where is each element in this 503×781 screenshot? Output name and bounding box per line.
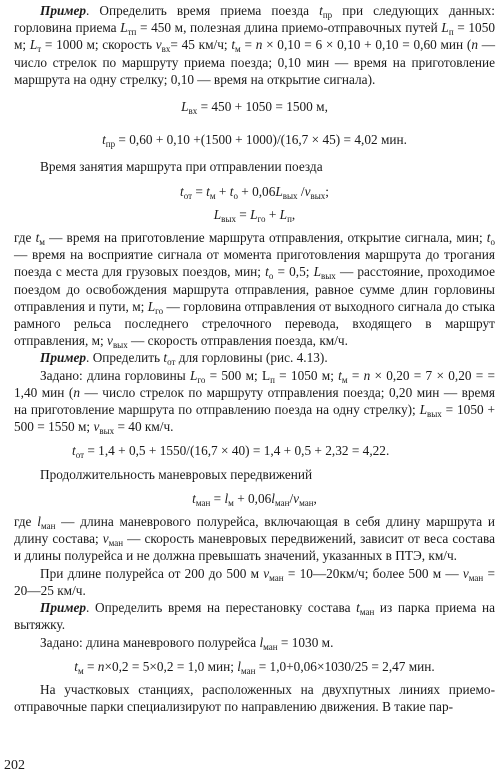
formula-t-departure: $t_{от} = t_м + t_о + 0,06L_{вых}$ $/v_{вых}$; bbox=[179, 183, 329, 201]
yard-specialization-paragraph: На участковых станциях, расположенных на двухпутных линиях приемо-отправочные парки специализируют по направлению движения. В такие пар- bbox=[14, 681, 495, 715]
departure-definitions-paragraph: где $t_м$ — время на приготовление маршрута отправления, открытие сигнала, мин; $t_о$ — время на восприятие сигнала от момента приготовления маршрута до трогания поезда с места для грузовых поездов, мин; $t_о = 0,5$; $L_{вых}$ — расстояние, проходимое поездом до освобождения маршрута отправления, равное сумме длин горловины отправления и пути, м; $L_{го}$ — горловина отправления от выходного сигнала до стыка рамного рельса последнего стрелочного перевода, входящего в маршрут отправления, м; $v_{вых}$ — скорость отправления поезда, км/ч. bbox=[14, 230, 495, 351]
example-2-heading: Пример. Определить $t_{от}$ для горловины (рис. 4.13). bbox=[40, 350, 328, 368]
formula-l-exit: $L_{вых} = L_{го} + L_п$, bbox=[213, 206, 296, 224]
formula-t-shunting: $t_{ман} = l_м + 0,06l_{ман}/v_{ман}$, bbox=[192, 490, 317, 508]
example-2-given-paragraph: Задано: длина горловины $L_{го} = 500$ м; $L_п = 1050$ м; $t_м = n \times 0,20 = 7 \times 0,20$ = = 1,40 мин (n — число стрелок по маршруту отправления поезда; 0,20 мин — время на приготовление маршрута по отправлению поезда на одну стрелку); $L_{вых} = 1050 + 500 = 1550$ м; $v_{вых} = 40$ км/ч. bbox=[14, 367, 496, 437]
shunting-definitions-paragraph: где $l_{ман}$ — длина маневрового полурейса, включающая в себя длину маршрута и длину состава; $v_{ман}$ — скорость маневровых передвижений, зависит от веса состава и длины полурейса и не должна превышать значений, указанных в ПТЭ, км/ч. bbox=[14, 514, 496, 564]
formula-t-reception: $t_{пр} = 0,60 + 0,10 +(1500 + 1000)/(16,7 \times 45) = 4,02$ мин. bbox=[102, 132, 407, 150]
formula-t-departure-result: $t_{от} = 1,4 + 0,5 + 1550/(16,7 \times 40) = 1,4 + 0,5 + 2,32 = 4,22$. bbox=[72, 443, 390, 461]
formula-t-shunting-result: $t_м = n\times 0,2 = 5\times 0,2 = 1,0$ мин; $l_{ман} = 1,0+0,06\times 1030/25 = 2,47$ мин. bbox=[74, 658, 435, 676]
page-number: 202 bbox=[4, 758, 25, 773]
example-3-heading: Пример. Определить время на перестановку состава $t_{ман}$ из парка приема на вытяжку. bbox=[14, 600, 495, 633]
shunting-heading: Продолжительность маневровых передвижений bbox=[40, 466, 313, 482]
shunting-speed-paragraph: При длине полурейса от 200 до 500 м $v_{ман}$ = 10—20км/ч; более 500 м — $v_{ман}$ = 20—25 км/ч. bbox=[14, 565, 495, 598]
departure-time-heading: Время занятия маршрута при отправлении поезда bbox=[40, 159, 323, 175]
formula-l-entry: $L_{вх} = 450 + 1050 = 1500$ м, bbox=[181, 99, 328, 117]
example-1-paragraph: Пример. Определить время приема поезда $t_{пр}$ при следующих данных: горловина приема $L_{тп} = 450$ м, полезная длина приемо-отправочных путей $L_п = 1050$ м; $L_т = 1000$ м; скорость $v_{вх}= 45$ км/ч; $t_м = n \times 0,10 = 6 \times 0,10 + 0,10 = 0,60$ мин (n — число стрелок по маршруту приема поезда; 0,10 мин — время на приготовление маршрута на одну стрелку; 0,10 — время на открытие сигнала). bbox=[14, 3, 496, 87]
example-3-given: Задано: длина маневрового полурейса $l_{ман} = 1030$ м. bbox=[40, 634, 334, 652]
